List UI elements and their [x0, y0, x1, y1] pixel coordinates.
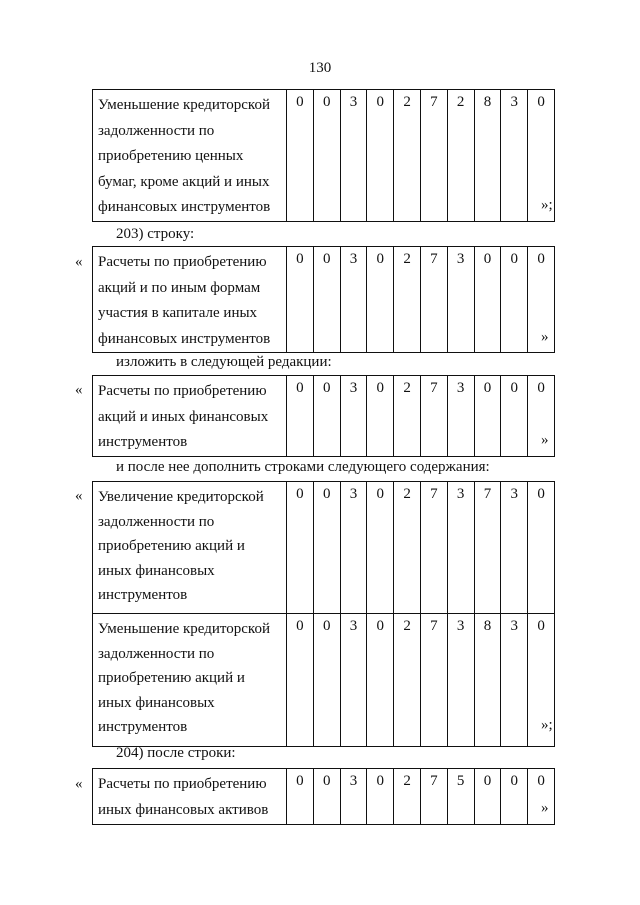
code-digit: 2 — [394, 247, 421, 353]
label-line: иных финансовых — [98, 694, 215, 711]
code-digit: 3 — [340, 376, 367, 457]
label-line: акций и по иным формам — [98, 279, 261, 296]
code-digit: 0 — [313, 482, 340, 614]
code-digit: 0 — [367, 90, 394, 222]
code-digit: 0 — [528, 614, 555, 747]
label-line: Расчеты по приобретению — [98, 254, 267, 270]
label-line: иных финансовых активов — [98, 801, 269, 818]
table-row — [93, 769, 555, 825]
label-line: приобретению акций и — [98, 538, 245, 554]
label-line: Уменьшение кредиторской — [98, 97, 270, 113]
row-label — [93, 247, 287, 353]
label-line: инструментов — [98, 587, 188, 603]
opening-quote: « — [75, 776, 83, 792]
code-digit: 2 — [394, 482, 421, 614]
code-digit: 0 — [367, 482, 394, 614]
code-table-5 — [92, 768, 555, 825]
code-digit: 3 — [447, 376, 474, 457]
code-digit: 8 — [474, 90, 501, 222]
code-digit: 3 — [447, 614, 474, 747]
code-table-1 — [92, 89, 555, 222]
code-digit: 0 — [287, 482, 314, 614]
code-digit: 3 — [501, 614, 528, 747]
code-digit: 7 — [420, 376, 447, 457]
label-line: приобретению ценных — [98, 148, 244, 165]
code-digit: 3 — [340, 482, 367, 614]
code-digit: 5 — [447, 769, 474, 825]
code-digit: 2 — [394, 376, 421, 457]
closing-quote: » — [541, 800, 549, 816]
label-line: задолженности по — [98, 513, 215, 530]
code-digit: 0 — [501, 247, 528, 353]
code-digit: 0 — [528, 376, 555, 457]
label-line: задолженности по — [98, 122, 215, 139]
table-row — [93, 482, 555, 614]
label-line: инструментов — [98, 719, 188, 735]
label-line: Расчеты по приобретению — [98, 383, 267, 399]
code-digit: 3 — [340, 769, 367, 825]
code-digit: 3 — [447, 482, 474, 614]
closing-quote: »; — [541, 197, 553, 213]
label-line: финансовых инструментов — [98, 199, 271, 216]
label-line: финансовых инструментов — [98, 330, 271, 347]
label-line: участия в капитале иных — [98, 305, 258, 322]
code-digit: 3 — [340, 614, 367, 747]
code-digit: 2 — [394, 769, 421, 825]
code-digit: 0 — [367, 376, 394, 457]
label-line: акций и иных финансовых — [98, 408, 269, 425]
code-digit: 0 — [367, 614, 394, 747]
code-digit: 3 — [501, 90, 528, 222]
page-number: 130 — [308, 60, 332, 76]
code-digit: 0 — [474, 376, 501, 457]
label-line: Расчеты по приобретению — [98, 776, 267, 792]
label-line: иных финансовых — [98, 562, 215, 579]
code-digit: 3 — [340, 90, 367, 222]
code-digit: 2 — [447, 90, 474, 222]
row-label — [93, 482, 287, 614]
paragraph: 203) строку: — [116, 226, 195, 242]
closing-quote: »; — [541, 717, 553, 733]
table-row — [93, 247, 555, 353]
code-table-4 — [92, 481, 555, 747]
code-digit: 0 — [287, 769, 314, 825]
code-digit: 0 — [474, 769, 501, 825]
code-table-3 — [92, 375, 555, 457]
code-digit: 0 — [528, 247, 555, 353]
label-line: задолженности по — [98, 645, 215, 662]
label-line: инструментов — [98, 434, 188, 451]
opening-quote: « — [75, 382, 83, 398]
code-digit: 0 — [367, 769, 394, 825]
code-digit: 2 — [394, 90, 421, 222]
code-digit: 7 — [420, 247, 447, 353]
table-row — [93, 90, 555, 222]
code-digit: 3 — [447, 247, 474, 353]
label-line: Увеличение кредиторской — [98, 489, 264, 505]
code-digit: 8 — [474, 614, 501, 747]
code-digit: 0 — [528, 482, 555, 614]
code-digit: 0 — [501, 769, 528, 825]
table-row — [93, 614, 555, 747]
code-digit: 7 — [474, 482, 501, 614]
table-row — [93, 376, 555, 457]
code-digit: 0 — [287, 376, 314, 457]
code-digit: 3 — [340, 247, 367, 353]
opening-quote: « — [75, 488, 83, 504]
paragraph: 204) после строки: — [116, 745, 236, 761]
row-label — [93, 376, 287, 457]
code-digit: 0 — [313, 376, 340, 457]
row-label — [93, 769, 287, 825]
label-line: бумаг, кроме акций и иных — [98, 173, 270, 190]
code-digit: 0 — [501, 376, 528, 457]
label-line: приобретению акций и — [98, 670, 245, 686]
row-label — [93, 90, 287, 222]
closing-quote: » — [541, 329, 549, 345]
code-digit: 0 — [287, 614, 314, 747]
paragraph: и после нее дополнить строками следующего содержания: — [116, 459, 490, 475]
label-line: Уменьшение кредиторской — [98, 621, 270, 637]
opening-quote: « — [75, 254, 83, 270]
row-label — [93, 614, 287, 747]
code-digit: 0 — [367, 247, 394, 353]
code-digit: 0 — [313, 614, 340, 747]
code-digit: 7 — [420, 769, 447, 825]
code-digit: 0 — [313, 247, 340, 353]
code-digit: 3 — [501, 482, 528, 614]
code-digit: 7 — [420, 482, 447, 614]
code-digit: 0 — [287, 90, 314, 222]
code-digit: 0 — [313, 769, 340, 825]
code-digit: 7 — [420, 614, 447, 747]
code-digit: 0 — [528, 769, 555, 825]
code-digit: 0 — [287, 247, 314, 353]
code-digit: 7 — [420, 90, 447, 222]
code-digit: 0 — [474, 247, 501, 353]
code-digit: 2 — [394, 614, 421, 747]
closing-quote: » — [541, 432, 549, 448]
paragraph: изложить в следующей редакции: — [116, 354, 332, 370]
code-table-2 — [92, 246, 555, 353]
code-digit: 0 — [313, 90, 340, 222]
code-digit: 0 — [528, 90, 555, 222]
